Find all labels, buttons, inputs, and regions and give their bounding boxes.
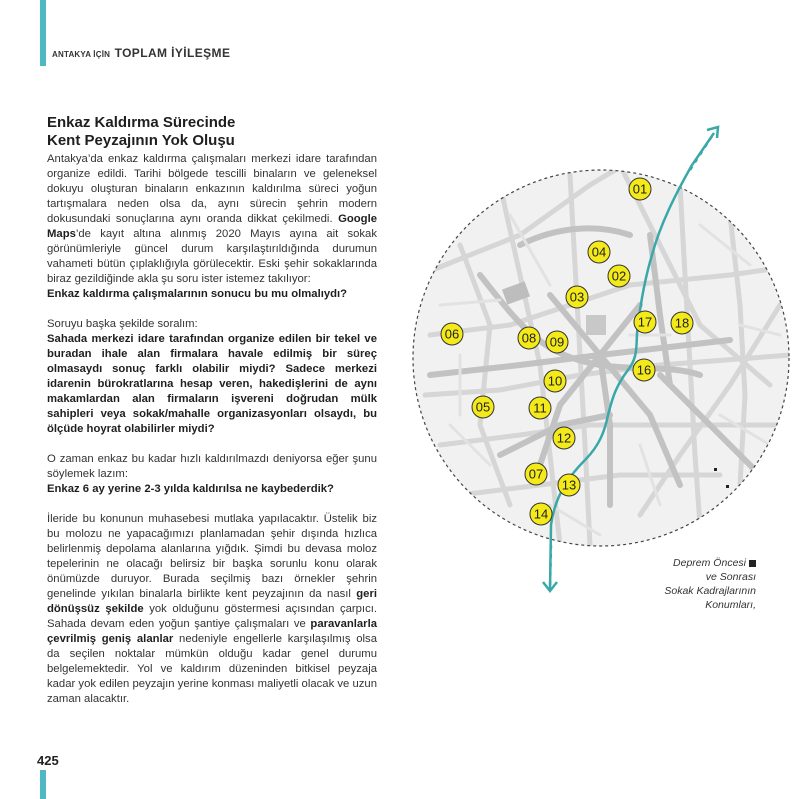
paragraph-2: Soruyu başka şekilde soralım: [47, 318, 198, 330]
article-title-line2: Kent Peyzajının Yok Oluşu [47, 132, 235, 149]
marker-label: 03 [569, 289, 585, 305]
paragraph-3: O zaman enkaz bu kadar hızlı kaldırılmazdı deniyorsa eğer şunu söylemek lazım: [47, 453, 377, 480]
location-marker [553, 427, 575, 449]
marker-label: 10 [547, 373, 563, 389]
location-marker [633, 359, 655, 381]
accent-line-top [40, 0, 46, 66]
section-label-small: ANTAKYA İÇİN [52, 50, 111, 59]
question-1: Enkaz kaldırma çalışmalarının sonucu bu mu olmalıydı? [47, 288, 348, 300]
marker-label: 08 [521, 330, 537, 346]
location-marker [671, 312, 693, 334]
caption-line1: Deprem Öncesi [673, 557, 746, 569]
caption-line2: ve Sonrası [705, 571, 756, 583]
paragraph-1-text-a: Antakya’da enkaz kaldırma çalışmaları merkezi idare tarafından organize edildi. Tarihi bölgede tescilli binaların ve geleneksel dokuyu oluşturan binaların enkazının kaldırılma süreci yoğun tartışmalara neden olsa da, aynı sürecin şehrin modern dokusundaki sonuçlarına aynı oranda dikkat çekilmedi. [47, 153, 377, 225]
article-body [47, 114, 377, 707]
paragraph-1 [47, 152, 377, 287]
marker-label: 12 [556, 430, 572, 446]
question-3: Enkaz 6 ay yerine 2-3 yılda kaldırılsa ne kaybederdik? [47, 483, 334, 495]
accent-line-bottom [40, 770, 46, 799]
location-marker [629, 178, 651, 200]
paragraph-4-bold-2: paravanlarla çevrilmiş geniş alanlar [47, 618, 377, 645]
section-label-big: TOPLAM İYİLEŞME [114, 46, 231, 60]
street-map-svg [400, 125, 792, 595]
location-marker [525, 463, 547, 485]
google-maps-bold: Google Maps [47, 213, 377, 240]
marker-label: 04 [591, 244, 607, 260]
location-marker [634, 311, 656, 333]
paragraph-4-text-a: İleride bu konunun muhasebesi mutlaka yapılacaktır. Üstelik biz bu molozu ne yapacağımızı planlamadan şehir dışında hızlıca belirlenmiş depolama alanlarına yığdık. Şimdi bu devasa moloz tepelerinin ne olacağı belirsiz bir başka sorunlu konu olarak önümüzde duruyor. Burada seçilmiş bazı örnekler şehrin genelinde yıkılan binalarla birlikte kent peyzajının da nasıl [47, 513, 377, 600]
paragraph-4 [47, 512, 377, 707]
article-title-line1: Enkaz Kaldırma Sürecinde [47, 114, 236, 131]
caption-square-icon [749, 560, 756, 567]
location-marker [518, 327, 540, 349]
marker-label: 09 [549, 334, 565, 350]
marker-label: 16 [636, 362, 652, 378]
marker-label: 02 [611, 268, 627, 284]
dot-marker [714, 468, 717, 471]
figure-caption [596, 556, 756, 612]
paragraph-4-bold-1: geri dönüşsüz şekilde [47, 588, 377, 615]
question-2: Sahada merkezi idare tarafından organize edilen bir tekel ve buradan ihale alan firmalara havale edilmiş bir süreç olmasaydı sonuç farklı olabilir miydi? Sadece merkezi idarenin bürokratlarına hesap veren, hakedişlerini de aynı makamlardan alan firmaların işvereni doğrudan mülk sahipleri veya sokak/mahalle organizasyonları olsaydı, bu ölçüde hoyrat olabilirler miydi? [47, 333, 377, 435]
location-marker [546, 331, 568, 353]
marker-label: 06 [444, 326, 460, 342]
marker-label: 18 [674, 315, 690, 331]
page-number: 425 [37, 753, 59, 768]
location-marker [544, 370, 566, 392]
paragraph-1-text-b: ’de kayıt altına alınmış 2020 Mayıs ayına ait sokak görünümleriyle güncel durum karşılaştırıldığında durumun vahameti bütün çıplaklığıyla görülecektir. Eski şehir sokaklarında biraz gezildiğinde akla şu soru ister istemez takılıyor: [47, 228, 377, 285]
location-marker [472, 396, 494, 418]
marker-label: 01 [632, 181, 648, 197]
caption-line4: Konumları, [705, 599, 756, 611]
location-marker [588, 241, 610, 263]
marker-label: 13 [561, 477, 577, 493]
location-marker [530, 503, 552, 525]
block-shape [586, 315, 606, 335]
marker-label: 07 [528, 466, 544, 482]
location-marker [441, 323, 463, 345]
marker-label: 14 [533, 506, 549, 522]
location-marker [608, 265, 630, 287]
location-marker [529, 397, 551, 419]
marker-label: 11 [533, 400, 547, 416]
marker-label: 05 [475, 399, 491, 415]
marker-label: 17 [637, 314, 653, 330]
street-map [400, 125, 792, 595]
paragraph-4-text-b: yok olduğunu göstermesi açısından çarpıcı. Sahada devam eden yoğun şantiye çalışmaları ve [47, 603, 377, 630]
article-title [47, 114, 377, 150]
caption-line3: Sokak Kadrajlarının [664, 585, 756, 597]
dot-marker [726, 485, 729, 488]
location-marker [566, 286, 588, 308]
paragraph-4-text-c: nedeniyle engellerle karşılaşılmış olsa da seçilen noktalar mümkün olduğu kadar genel durumu belgelemektedir. Yol ve kaldırım düzeninden bitkisel peyzaja kadar yok edilen peyzajın yerine konması maliyetli olacak ve uzun zaman alacaktır. [47, 633, 377, 705]
location-marker [558, 474, 580, 496]
running-header [52, 44, 230, 62]
